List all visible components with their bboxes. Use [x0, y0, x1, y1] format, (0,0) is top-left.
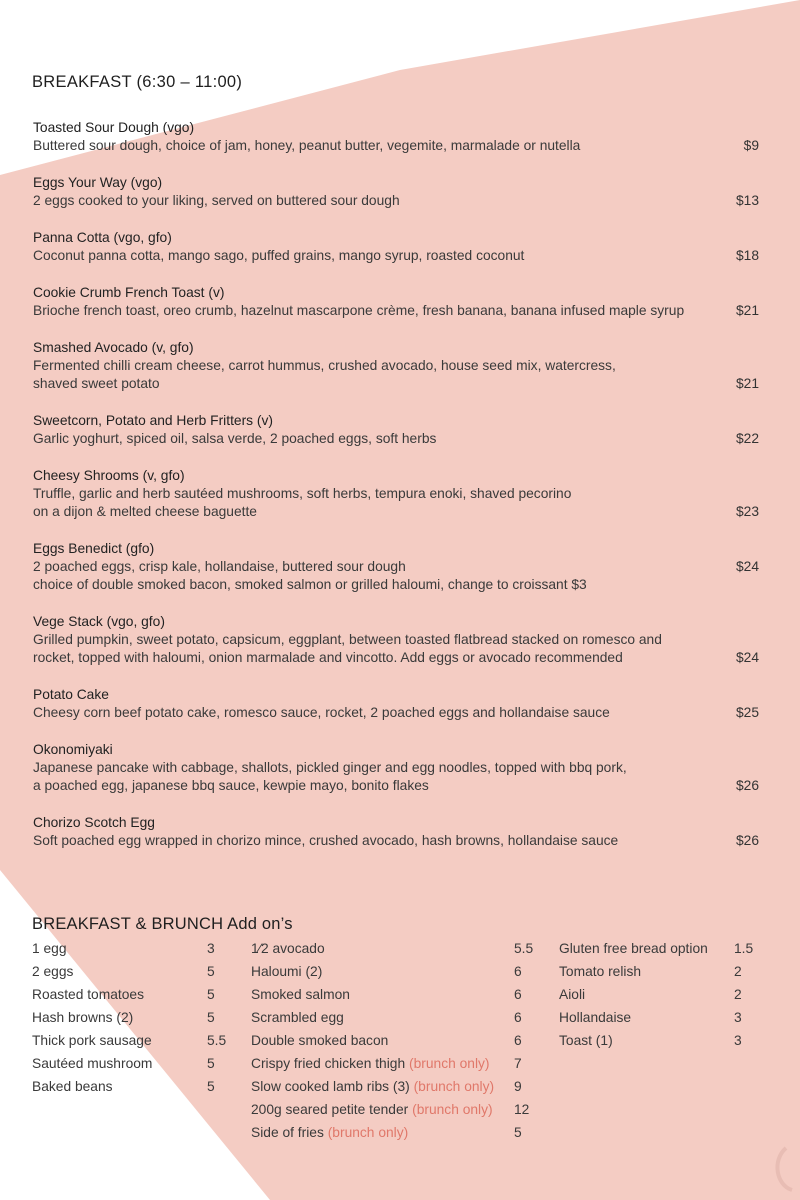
addon-name-text: Gluten free bread option — [559, 941, 708, 956]
addon-price: 5 — [207, 1079, 215, 1094]
addon-name-text: 1 egg — [32, 941, 67, 956]
brunch-only-note: (brunch only) — [327, 1125, 409, 1140]
menu-item-description: Cheesy corn beef potato cake, romesco sauce, rocket, 2 poached eggs and hollandaise sauce — [33, 705, 610, 720]
menu-item — [33, 229, 763, 265]
menu-item-description: 2 poached eggs, crisp kale, hollandaise, buttered sour dough — [33, 559, 406, 574]
menu-item — [33, 613, 763, 668]
menu-item-description: Garlic yoghurt, spiced oil, salsa verde, 2 poached eggs, soft herbs — [33, 431, 437, 446]
addon-name — [32, 1032, 152, 1050]
addon-name-text: Thick pork sausage — [32, 1033, 152, 1048]
menu-item-price: $22 — [735, 431, 759, 446]
addon-name-text: Slow cooked lamb ribs (3) — [251, 1079, 410, 1094]
addon-name — [251, 1124, 408, 1142]
addon-name-text: Baked beans — [32, 1079, 113, 1094]
menu-item-name: Panna Cotta (vgo, gfo) — [33, 230, 172, 245]
addons-title: BREAKFAST & BRUNCH Add on’s — [32, 915, 293, 933]
addon-price: 5.5 — [207, 1033, 227, 1048]
menu-item-description: Grilled pumpkin, sweet potato, capsicum, eggplant, between toasted flatbread stacked on romesco and — [33, 632, 662, 647]
addon-name — [251, 1032, 388, 1050]
addon-price: 5.5 — [514, 941, 534, 956]
addon-name-text: Hash browns (2) — [32, 1010, 134, 1025]
addon-name-text: Scrambled egg — [251, 1010, 344, 1025]
addon-name — [559, 963, 641, 981]
addon-name-text: Side of fries — [251, 1125, 324, 1140]
addon-name — [32, 1055, 152, 1073]
addon-name — [32, 1009, 133, 1027]
brunch-only-note: (brunch only) — [413, 1079, 495, 1094]
menu-item-description: rocket, topped with haloumi, onion marmalade and vincotto. Add eggs or avocado recommended — [33, 650, 623, 666]
menu-item-description: Fermented chilli cream cheese, carrot hummus, crushed avocado, house seed mix, watercress, — [33, 358, 616, 373]
menu-item-description: a poached egg, japanese bbq sauce, kewpie mayo, bonito flakes — [33, 778, 429, 794]
addon-name — [559, 986, 585, 1004]
menu-item-name: Sweetcorn, Potato and Herb Fritters (v) — [33, 413, 274, 428]
addon-price: 5 — [207, 1056, 215, 1071]
menu-item-name: Eggs Benedict (gfo) — [33, 541, 155, 556]
addon-price: 5 — [207, 1010, 215, 1025]
addon-name — [32, 986, 144, 1004]
addon-name-text: Double smoked bacon — [251, 1033, 389, 1048]
addon-price: 3 — [734, 1033, 742, 1048]
addon-name-text: Haloumi (2) — [251, 964, 323, 979]
addon-name — [559, 1032, 613, 1050]
menu-item-name: Chorizo Scotch Egg — [33, 815, 155, 830]
menu-item — [33, 412, 763, 448]
menu-item-name: Vege Stack (vgo, gfo) — [33, 614, 165, 629]
addon-name-text: Aioli — [559, 987, 586, 1002]
addon-name-text: Tomato relish — [559, 964, 642, 979]
menu-item-name: Cheesy Shrooms (v, gfo) — [33, 468, 185, 483]
menu-item — [33, 686, 763, 722]
menu-item-price: $25 — [735, 705, 759, 720]
addon-price: 9 — [514, 1079, 522, 1094]
addon-price: 6 — [514, 964, 522, 979]
menu-item — [33, 119, 763, 155]
addon-name-text: Toast (1) — [559, 1033, 613, 1048]
menu-item-price: $23 — [735, 504, 759, 520]
addon-name-text: Smoked salmon — [251, 987, 350, 1002]
addon-name — [251, 940, 325, 958]
menu-item — [33, 814, 763, 850]
addon-price: 2 — [734, 987, 742, 1002]
menu-item-name: Eggs Your Way (vgo) — [33, 175, 163, 190]
addon-name — [32, 940, 67, 958]
addon-price: 6 — [514, 1010, 522, 1025]
addon-name-text: 1⁄2 avocado — [251, 941, 325, 956]
menu-item-description: Coconut panna cotta, mango sago, puffed grains, mango syrup, roasted coconut — [33, 248, 525, 263]
addon-name-text: Crispy fried chicken thigh — [251, 1056, 406, 1071]
menu-item — [33, 540, 763, 595]
addon-price: 7 — [514, 1056, 522, 1071]
breakfast-title: BREAKFAST (6:30 – 11:00) — [32, 73, 243, 91]
menu-item-name: Okonomiyaki — [33, 742, 113, 757]
menu-item — [33, 741, 763, 796]
addon-name — [251, 986, 350, 1004]
addon-name-text: Roasted tomatoes — [32, 987, 144, 1002]
menu-item-name: Toasted Sour Dough (vgo) — [33, 120, 195, 135]
menu-item-price: $21 — [735, 303, 759, 318]
addon-name — [251, 1101, 493, 1119]
addon-name-text: Hollandaise — [559, 1010, 632, 1025]
addon-name — [559, 1009, 631, 1027]
menu-item — [33, 174, 763, 210]
menu-item-price: $18 — [735, 248, 759, 263]
menu-item-description: Soft poached egg wrapped in chorizo mince, crushed avocado, hash browns, hollandaise sauce — [33, 833, 619, 848]
brunch-only-note: (brunch only) — [412, 1102, 493, 1117]
menu-item-description: choice of double smoked bacon, smoked salmon or grilled haloumi, change to croissant $3 — [33, 577, 587, 593]
addon-price: 5 — [207, 987, 215, 1002]
menu-item-price: $26 — [735, 833, 759, 848]
addon-name-text: Sautéed mushroom — [32, 1056, 153, 1071]
addon-price: 12 — [514, 1102, 530, 1117]
menu-item-description: 2 eggs cooked to your liking, served on buttered sour dough — [33, 193, 400, 208]
addon-name — [32, 963, 73, 981]
menu-item-price: $26 — [735, 778, 759, 794]
addon-price: 3 — [207, 941, 215, 956]
addon-price: 2 — [734, 964, 742, 979]
menu-item-description: Japanese pancake with cabbage, shallots, pickled ginger and egg noodles, topped with bbq pork, — [33, 760, 627, 775]
addon-name-text: 200g seared petite tender — [251, 1102, 409, 1117]
addon-price: 5 — [207, 964, 215, 979]
addon-name — [559, 940, 708, 958]
menu-item-description: Buttered sour dough, choice of jam, honey, peanut butter, vegemite, marmalade or nutella — [33, 138, 581, 153]
menu-item-name: Potato Cake — [33, 687, 109, 702]
addon-price: 6 — [514, 987, 522, 1002]
menu-item-description: Brioche french toast, oreo crumb, hazelnut mascarpone crème, fresh banana, banana infused maple syrup — [33, 303, 685, 318]
menu-item-name: Cookie Crumb French Toast (v) — [33, 285, 225, 300]
menu-item-price: $24 — [735, 650, 759, 666]
addon-name-text: 2 eggs — [32, 964, 74, 979]
addon-name — [251, 963, 322, 981]
brunch-only-note: (brunch only) — [408, 1056, 490, 1071]
menu-item-price: $13 — [735, 193, 759, 208]
menu-item-price: $9 — [743, 138, 759, 153]
menu-item — [33, 284, 763, 320]
addon-name — [251, 1078, 494, 1096]
addon-name — [251, 1009, 344, 1027]
menu-item-price: $21 — [735, 376, 759, 392]
menu-item — [33, 339, 763, 394]
addon-price: 6 — [514, 1033, 522, 1048]
menu-item-name: Smashed Avocado (v, gfo) — [33, 340, 194, 355]
menu-item — [33, 467, 763, 522]
menu-item-price: $24 — [735, 559, 759, 574]
menu-item-description: on a dijon & melted cheese baguette — [33, 504, 257, 520]
addon-price: 3 — [734, 1010, 742, 1025]
addon-price: 5 — [514, 1125, 522, 1140]
addon-name — [251, 1055, 490, 1073]
menu-item-description: shaved sweet potato — [33, 376, 160, 392]
addon-name — [32, 1078, 113, 1096]
menu-item-description: Truffle, garlic and herb sautéed mushrooms, soft herbs, tempura enoki, shaved pecorino — [33, 486, 572, 501]
addon-price: 1.5 — [734, 941, 754, 956]
